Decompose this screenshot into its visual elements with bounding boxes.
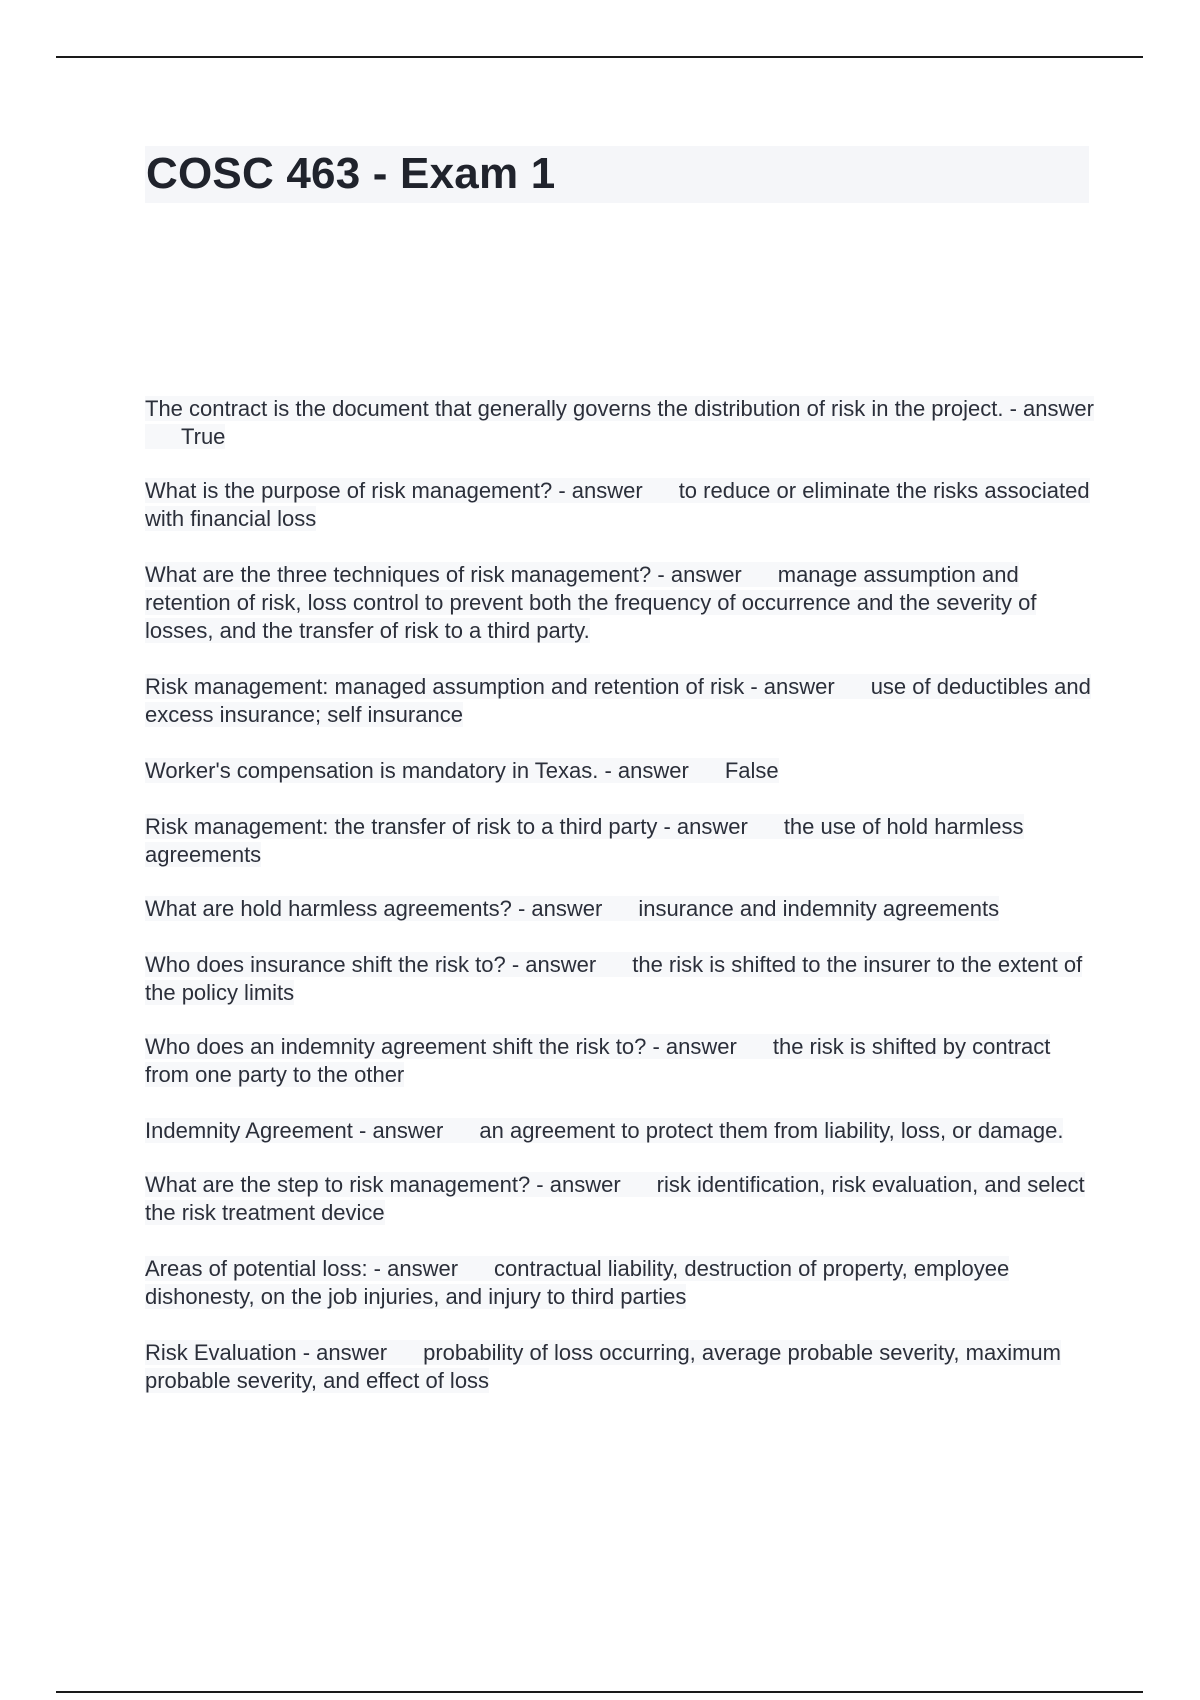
question-text: Indemnity Agreement - answer (145, 1118, 444, 1143)
answer-text: an agreement to protect them from liability, loss, or damage. (479, 1118, 1064, 1143)
question-text: Risk Evaluation - answer (145, 1340, 388, 1365)
question-text: What are the three techniques of risk management? - answer (145, 562, 742, 587)
answer-text: insurance and indemnity agreements (638, 896, 1000, 921)
answer-text: True (181, 424, 226, 449)
answer-text: the risk is shifted to the insurer to the extent of the policy limits (145, 952, 1083, 1005)
question-text: Who does insurance shift the risk to? - answer (145, 952, 597, 977)
question-text: What is the purpose of risk management? - answer (145, 478, 643, 503)
question-text: Risk management: the transfer of risk to a third party - answer (145, 814, 748, 839)
page-title: COSC 463 - Exam 1 (146, 149, 556, 198)
question-text: Worker's compensation is mandatory in Texas. - answer (145, 758, 689, 783)
answer-text: risk identification, risk evaluation, and select the risk treatment device (145, 1172, 1085, 1225)
bottom-divider (56, 1691, 1143, 1693)
qa-item (145, 757, 1095, 785)
answer-text: use of deductibles and excess insurance; self insurance (145, 674, 1091, 727)
qa-item (145, 673, 1095, 729)
question-text: Risk management: managed assumption and retention of risk - answer (145, 674, 835, 699)
question-text: What are the step to risk management? - answer (145, 1172, 621, 1197)
qa-item (145, 1255, 1095, 1311)
answer-text: contractual liability, destruction of property, employee dishonesty, on the job injuries, and injury to third parties (145, 1256, 1010, 1309)
qa-item (145, 561, 1095, 645)
question-text: Who does an indemnity agreement shift the risk to? - answer (145, 1034, 737, 1059)
qa-item (145, 395, 1095, 451)
qa-item (145, 1171, 1095, 1227)
question-text: Areas of potential loss: - answer (145, 1256, 459, 1281)
answer-text: probability of loss occurring, average probable severity, maximum probable severity, and effect of loss (145, 1340, 1061, 1393)
qa-list (145, 395, 1095, 1395)
answer-text: False (724, 758, 779, 783)
question-text: What are hold harmless agreements? - answer (145, 896, 603, 921)
qa-item (145, 477, 1095, 533)
answer-text: manage assumption and retention of risk, loss control to prevent both the frequency of occurrence and the severity of losses, and the transfer of risk to a third party. (145, 562, 1037, 643)
qa-item (145, 813, 1095, 869)
qa-item (145, 1033, 1095, 1089)
qa-item (145, 895, 1095, 923)
question-text: The contract is the document that generally governs the distribution of risk in the project. - answer (145, 396, 1094, 421)
qa-item (145, 1339, 1095, 1395)
answer-text: to reduce or eliminate the risks associated with financial loss (145, 478, 1090, 531)
top-divider (56, 56, 1143, 58)
qa-item (145, 1117, 1095, 1145)
answer-text: the use of hold harmless agreements (145, 814, 1024, 867)
answer-text: the risk is shifted by contract from one party to the other (145, 1034, 1051, 1087)
qa-item (145, 951, 1095, 1007)
